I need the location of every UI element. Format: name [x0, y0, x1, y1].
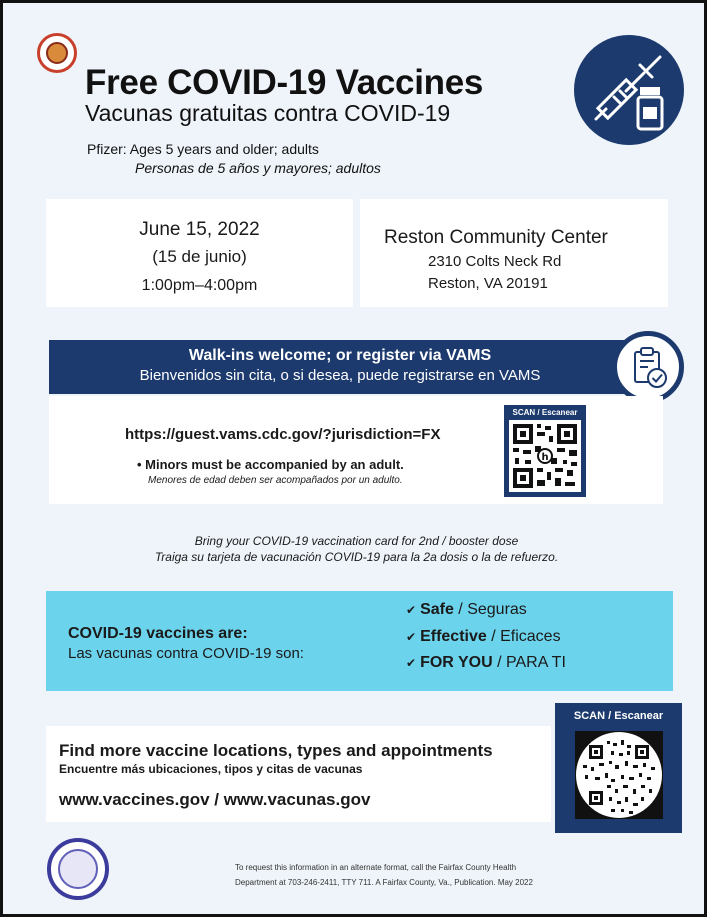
address-line1: 2310 Colts Neck Rd — [428, 253, 562, 270]
page-title: Free COVID-19 Vaccines — [85, 63, 484, 102]
event-date-card — [46, 199, 353, 307]
find-more-heading-es: Encuentre más ubicaciones, tipos y citas de vacunas — [59, 762, 363, 776]
checkmark-icon: ✔ — [406, 656, 417, 670]
minors-note-es: Menores de edad deben ser acompañados por un adulto. — [148, 475, 403, 486]
find-more-heading-en: Find more vaccine locations, types and appointments — [59, 741, 493, 760]
find-more-card — [46, 726, 551, 822]
vams-qr-panel[interactable] — [504, 405, 586, 497]
vams-qr-code[interactable] — [509, 420, 581, 492]
clipboard-check-icon — [612, 331, 684, 403]
vaccines-are-panel — [46, 591, 673, 691]
event-date: June 15, 2022 — [139, 219, 260, 240]
registration-card — [49, 396, 663, 504]
footnote-line1: To request this information in an alternate format, call the Fairfax County Health — [235, 863, 517, 872]
list-item: ✔ FOR YOU / PARA TI — [406, 654, 566, 671]
checkmark-icon: ✔ — [406, 603, 417, 617]
bring-card-note-es: Traiga su tarjeta de vacunación COVID-19 para la 2a dosis o la de refuerzo. — [154, 550, 559, 564]
walkin-heading-en: Walk-ins welcome; or register via VAMS — [188, 347, 492, 364]
location-name: Reston Community Center — [384, 227, 608, 248]
walkin-heading-es: Bienvenidos sin cita, o si desea, puede registrarse en VAMS — [139, 367, 541, 384]
syringe-vial-icon — [574, 35, 684, 145]
vams-url-link[interactable]: https://guest.vams.cdc.gov/?jurisdiction=FX — [125, 426, 441, 443]
vaccines-are-list — [406, 601, 566, 681]
vaccines-gov-qr-code[interactable] — [575, 731, 663, 819]
eligibility-es: Personas de 5 años y mayores; adultos — [135, 160, 381, 176]
vaccines-are-title: COVID-19 vaccines are: — [68, 625, 248, 642]
county-seal-icon — [37, 33, 77, 73]
event-location-card — [360, 199, 668, 307]
eligibility-en: Pfizer: Ages 5 years and older; adults — [87, 141, 319, 157]
vaccines-are-subtitle: Las vacunas contra COVID-19 son: — [68, 645, 304, 662]
vaccines-gov-qr-panel[interactable] — [555, 703, 682, 833]
footnote-line2: Department at 703-246-2411, TTY 711. A Fairfax County, Va., Publication. May 2022 — [235, 878, 533, 887]
checkmark-icon: ✔ — [406, 629, 417, 644]
page-subtitle: Vacunas gratuitas contra COVID-19 — [85, 100, 451, 126]
address-line2: Reston, VA 20191 — [428, 275, 548, 292]
svg-text:h: h — [541, 452, 549, 463]
walkin-banner — [49, 340, 631, 394]
bring-card-note-en: Bring your COVID-19 vaccination card for 2nd / booster dose — [194, 534, 519, 548]
list-item: ✔ Effective / Eficaces — [406, 627, 561, 645]
vaccines-gov-qr-label: SCAN / Escanear — [573, 710, 664, 722]
event-date-es: (15 de junio) — [152, 247, 247, 266]
event-time: 1:00pm–4:00pm — [141, 277, 258, 294]
list-item: ✔ Safe / Seguras — [406, 601, 527, 618]
minors-note-en: • Minors must be accompanied by an adult. — [137, 457, 404, 472]
health-department-badge-icon — [47, 838, 109, 900]
vaccines-gov-links[interactable]: www.vaccines.gov / www.vacunas.gov — [59, 790, 371, 809]
vams-qr-label: SCAN / Escanear — [512, 408, 578, 417]
